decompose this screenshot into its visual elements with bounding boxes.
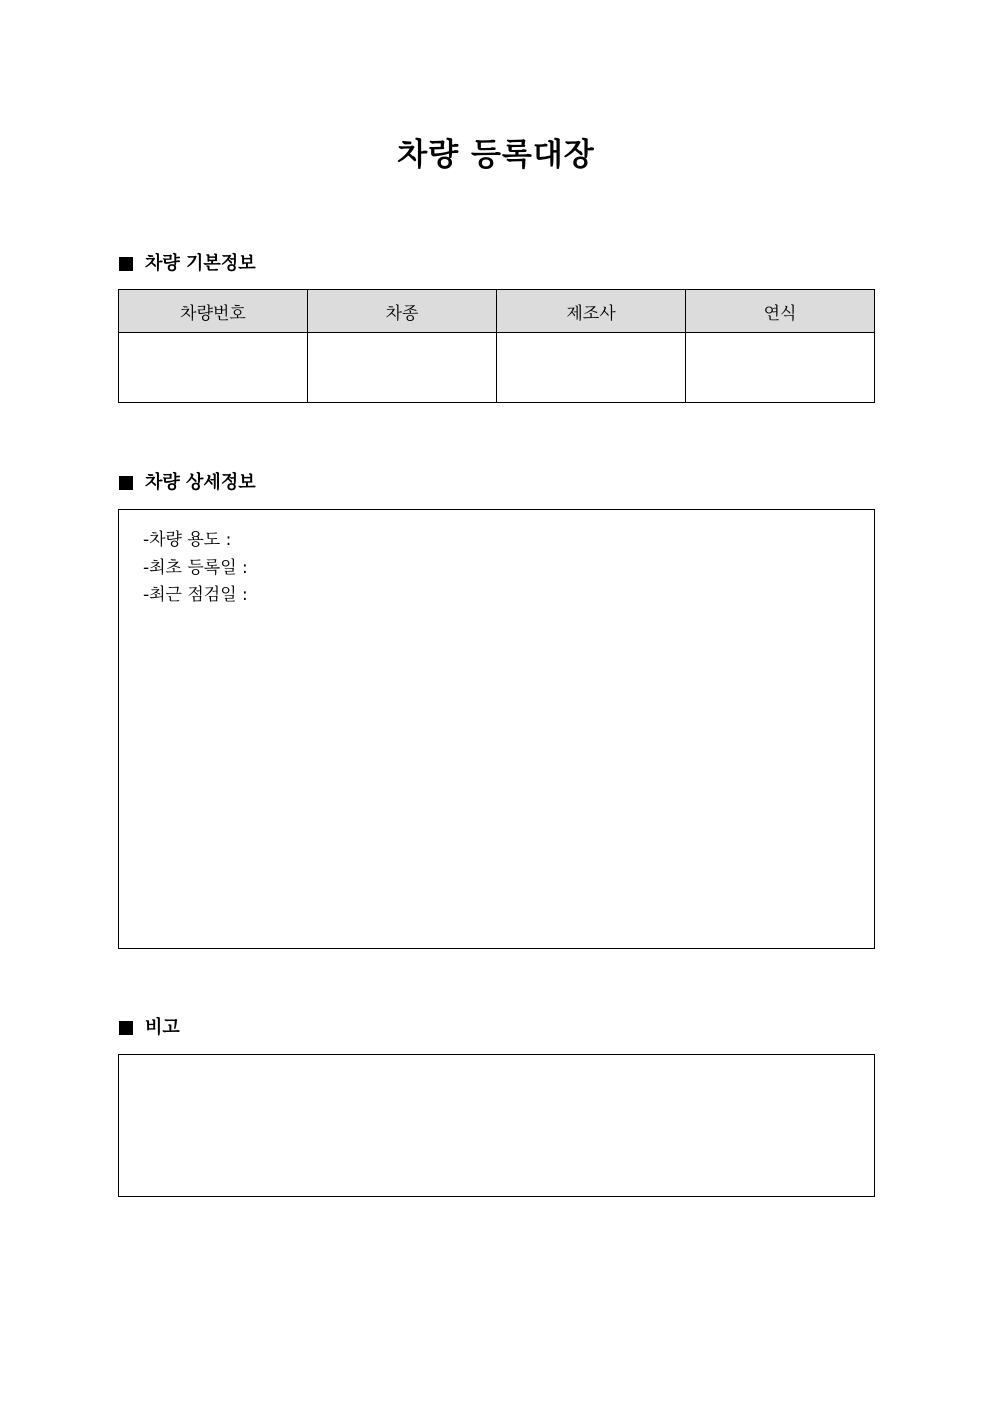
section-heading-basic-info xyxy=(119,252,256,276)
section-heading-label: 차량 상세정보 xyxy=(145,472,256,493)
section-heading-label: 비고 xyxy=(145,1017,180,1038)
cell-model-year[interactable] xyxy=(686,333,875,403)
vehicle-basic-info-table xyxy=(118,289,875,403)
black-square-bullet-icon xyxy=(119,476,133,490)
detail-line-last-inspection-date: -최근 점검일 : xyxy=(143,585,248,605)
section-heading-remarks xyxy=(119,1016,180,1040)
detail-lines xyxy=(143,527,248,610)
table-row xyxy=(119,333,875,403)
black-square-bullet-icon xyxy=(119,1021,133,1035)
document-title: 차량 등록대장 xyxy=(397,137,595,173)
remarks-box[interactable] xyxy=(118,1054,875,1197)
column-header-model-year: 연식 xyxy=(686,290,875,333)
column-header-vehicle-type: 차종 xyxy=(308,290,497,333)
cell-manufacturer[interactable] xyxy=(497,333,686,403)
section-heading-detail-info xyxy=(119,471,256,495)
vehicle-detail-box[interactable] xyxy=(118,509,875,949)
cell-vehicle-type[interactable] xyxy=(308,333,497,403)
detail-line-first-registration-date: -최초 등록일 : xyxy=(143,557,248,578)
cell-vehicle-number[interactable] xyxy=(119,333,308,403)
black-square-bullet-icon xyxy=(119,257,133,271)
column-header-vehicle-number: 차량번호 xyxy=(119,290,308,333)
detail-line-vehicle-usage: -차량 용도 : xyxy=(143,530,232,550)
table-header-row xyxy=(119,290,875,333)
column-header-manufacturer: 제조사 xyxy=(497,290,686,333)
section-heading-label: 차량 기본정보 xyxy=(145,253,256,274)
